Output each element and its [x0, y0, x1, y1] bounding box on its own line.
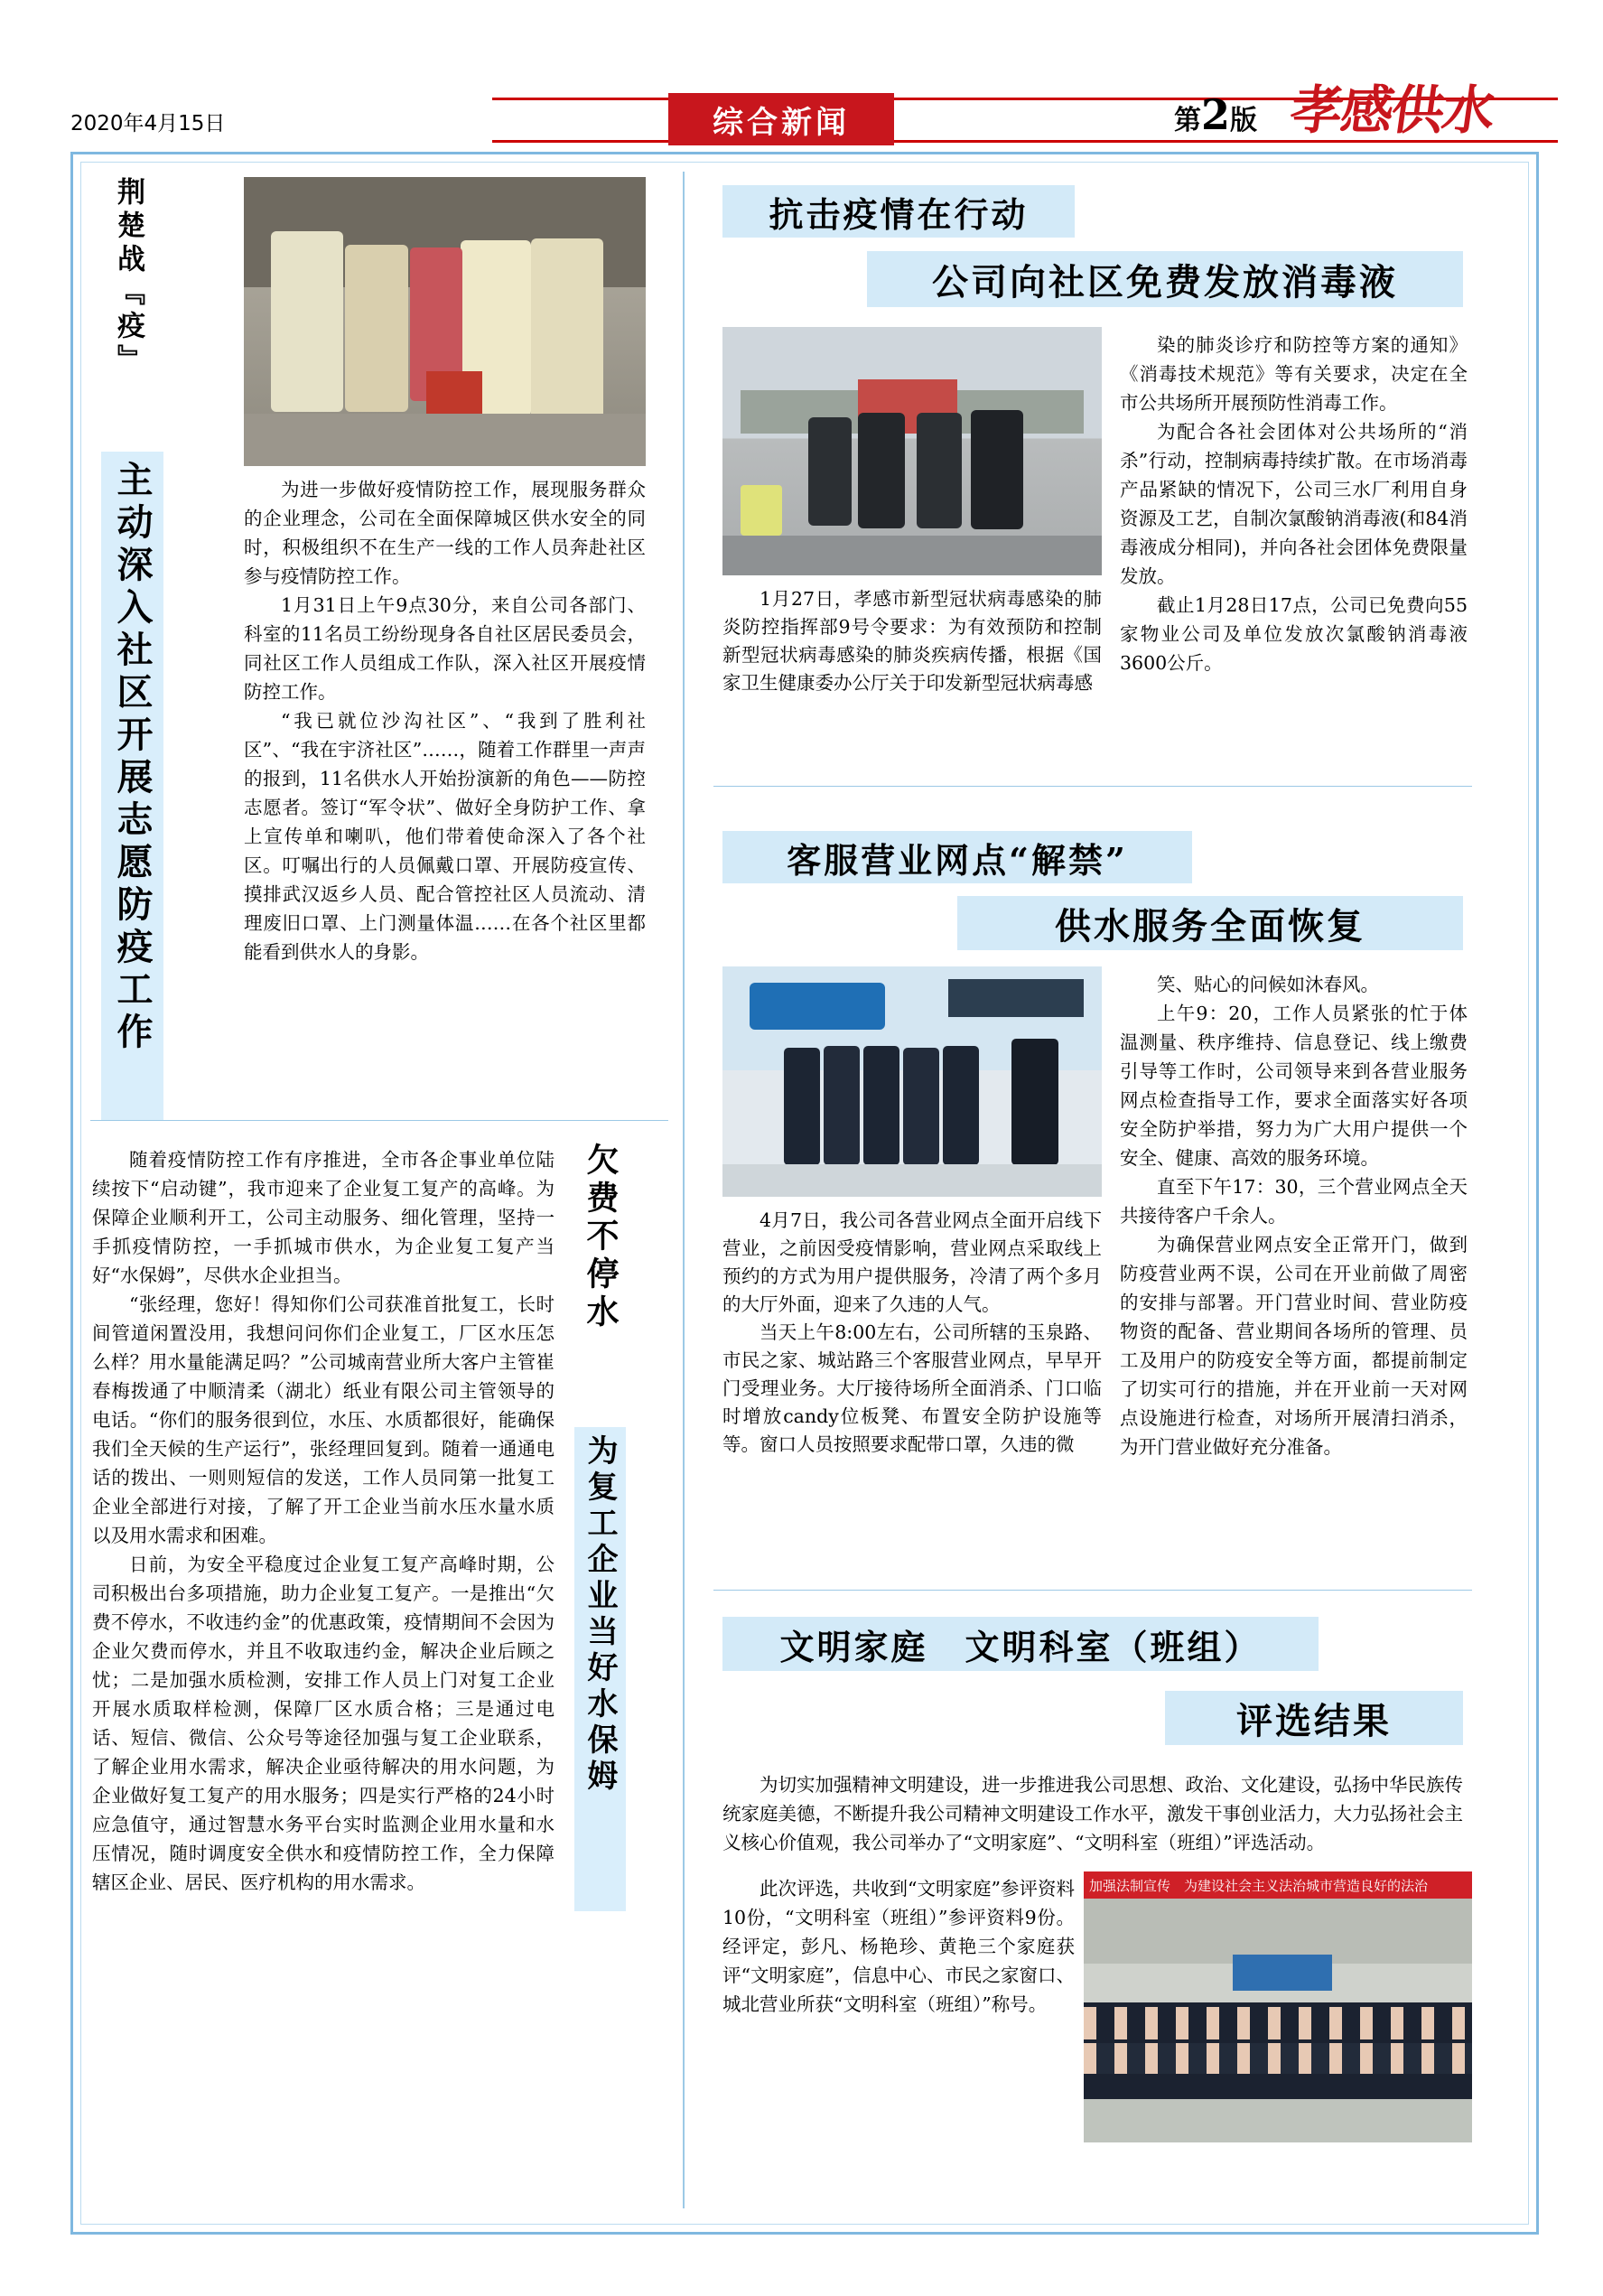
photo-banner-text: 加强法制宣传 为建设社会主义法治城市营造良好的法治 — [1089, 1878, 1429, 1894]
page-label-prefix: 第 — [1174, 105, 1201, 136]
section3-body — [722, 1770, 1463, 1857]
photo-group-portrait — [1084, 1871, 1472, 2142]
left-vertical-headline-2: 为复工企业当好水保姆 — [574, 1427, 626, 1911]
section1-kicker: 抗击疫情在行动 — [722, 185, 1075, 238]
section3-body-p1: 为切实加强精神文明建设，进一步推进我公司思想、政治、文化建设，弘扬中华民族传统家庭美德，不断提升我公司精神文明建设工作水平，激发干事创业活力，大力弘扬社会主义核心价值观，我公司举办了“文明家庭”、“文明科室（班组）”评选活动。 — [722, 1774, 1463, 1853]
section-badge: 综合新闻 — [668, 93, 894, 145]
photo-service-hall — [722, 966, 1102, 1197]
section2-kicker: 客服营业网点“解禁” — [722, 831, 1192, 883]
section2-body-right-p3: 直至下午17：30，三个营业网点全天共接待客户千余人。 — [1120, 1176, 1468, 1227]
photo-disinfectant-distribution — [722, 327, 1102, 575]
section3-kicker: 文明家庭 文明科室（班组） — [722, 1617, 1319, 1671]
left-article-1 — [244, 475, 646, 966]
page-number — [1174, 90, 1257, 139]
section2-body-left: 当天上午8:00左右，公司所辖的玉泉路、市民之家、城站路三个客服营业网点，早早开门受理业务。大厅接待场所全面消杀、门口临时增放candy位板凳、布置安全防护设施等等。窗口人员按照要求配带口罩，久违的微 — [722, 1321, 1102, 1455]
masthead — [0, 0, 1603, 141]
section2-body-right-p1: 笑、贴心的问候如沐春风。 — [1157, 974, 1379, 995]
left-article-1-p2: 1月31日上午9点30分，来自公司各部门、科室的11名员工纷纷现身各自社区居民委员会，同社区工作人员组成工作队，深入社区开展疫情防控工作。 — [244, 594, 646, 703]
left-article-1-p1: 为进一步做好疫情防控工作，展现服务群众的企业理念，公司在全面保障城区供水安全的同时，积极组织不在生产一线的工作人员奔赴社区参与疫情防控工作。 — [244, 479, 646, 587]
page-label-suffix: 版 — [1230, 105, 1258, 136]
photo-community-disinfection — [244, 177, 646, 466]
left-article-2 — [92, 1145, 555, 1897]
section2-title: 供水服务全面恢复 — [957, 896, 1463, 950]
section1-body — [1120, 331, 1468, 677]
section2-caption — [722, 1207, 1102, 1459]
left-vertical-headline: 主动深入社区开展志愿防疫工作 — [101, 452, 163, 1120]
left-article-1-p3: “我已就位沙沟社区”、“我到了胜利社区”、“我在宇济社区”……，随着工作群里一声声的报到，11名供水人开始扮演新的角色——防控志愿者。签订“军令状”、做好全身防护工作、拿上宣传单和喇叭，他们带着使命深入了各个社区。叮嘱出行的人员佩戴口罩、开展防疫宣传、摸排武汉返乡人员、配合管控社区人员流动、清理废旧口罩、上门测量体温……在各个社区里都能看到供水人的身影。 — [244, 710, 646, 963]
section1-body-p2: 为配合各社会团体对公共场所的“消杀”行动，控制病毒持续扩散。在市场消毒产品紧缺的情况下，公司三水厂利用自身资源及工艺，自制次氯酸钠消毒液(和84消毒液成分相同)，并向各社会团体免费限量发放。 — [1120, 421, 1468, 587]
section1-title: 公司向社区免费发放消毒液 — [867, 251, 1463, 307]
left-vertical-kicker-2: 欠费不停水 — [582, 1143, 620, 1332]
left-vertical-kicker: 荆楚战『疫』 — [112, 177, 144, 378]
newspaper-logo: 孝感供水 — [1286, 79, 1498, 141]
section1-caption — [722, 585, 1102, 697]
section1-divider — [713, 786, 1472, 787]
section3-title: 评选结果 — [1165, 1691, 1463, 1745]
section1-body-p1: 染的肺炎诊疗和防控等方案的通知》《消毒技术规范》等有关要求，决定在全市公共场所开展预防性消毒工作。 — [1120, 334, 1468, 414]
section2-body-right-p4: 为确保营业网点安全正常开门，做到防疫营业两不误，公司在开业前做了周密的安排与部署。开门营业时间、营业防疫物资的配备、营业期间各场所的管理、员工及用户的防疫安全等方面，都提前制定了切实可行的措施，并在开业前一天对网点设施进行检查，对场所开展清扫消杀，为开门营业做好充分准备。 — [1120, 1234, 1468, 1458]
page-number-value: 2 — [1201, 90, 1231, 139]
section2-body-right-p2: 上午9：20，工作人员紧张的忙于体温测量、秩序维持、信息登记、线上缴费引导等工作时，公司领导来到各营业服务网点检查指导工作，要求全面落实好各项安全防护举措，努力为广大用户提供一个安全、健康、高效的服务环境。 — [1120, 1003, 1468, 1169]
left-article-2-p3: 日前，为安全平稳度过企业复工复产高峰时期，公司积极出台多项措施，助力企业复工复产。一是推出“欠费不停水，不收违约金”的优惠政策，疫情期间不会因为企业欠费而停水，并且不收取违约金，解决企业后顾之忧；二是加强水质检测，安排工作人员上门对复工企业开展水质取样检测，保障厂区水质合格；三是通过电话、短信、微信、公众号等途径加强与复工企业联系，了解企业用水需求，解决企业亟待解决的用水问题，为企业做好复工复产的用水服务；四是实行严格的24小时应急值守，通过智慧水务平台实时监测企业用水量和水压情况，随时调度安全供水和疫情防控工作，全力保障辖区企业、居民、医疗机构的用水需求。 — [92, 1554, 555, 1893]
section1-caption-text: 1月27日，孝感市新型冠状病毒感染的肺炎防控指挥部9号令要求：为有效预防和控制新型冠状病毒感染的肺炎疾病传播，根据《国家卫生健康委办公厅关于印发新型冠状病毒感 — [722, 588, 1102, 694]
publication-date: 2020年4月15日 — [70, 112, 226, 135]
section2-body-right — [1120, 970, 1468, 1461]
left-article-2-p2: “张经理，您好！得知你们公司获准首批复工，长时间管道闲置没用，我想问问你们企业复工，厂区水压怎么样？用水量能满足吗？”公司城南营业所大客户主管崔春梅拨通了中顺清柔（湖北）纸业有限公司主管领导的电话。“你们的服务很到位，水压、水质都很好，能确保我们全天候的生产运行”，张经理回复到。随着一通通电话的拨出、一则则短信的发送，工作人员同第一批复工企业全部进行对接，了解了开工企业当前水压水量水质以及用水需求和困难。 — [92, 1293, 555, 1546]
section2-caption-text: 4月7日，我公司各营业网点全面开启线下营业，之前因受疫情影响，营业网点采取线上预约的方式为用户提供服务，冷清了两个多月的大厅外面，迎来了久违的人气。 — [722, 1209, 1102, 1315]
left-column-divider — [90, 1120, 668, 1121]
left-article-2-p1: 随着疫情防控工作有序推进，全市各企事业单位陆续按下“启动键”，我市迎来了企业复工复产的高峰。为保障企业顺利开工，公司主动服务、细化管理，坚持一手抓疫情防控，一手抓城市供水，为企业复工复产当好“水保姆”，尽供水企业担当。 — [92, 1149, 555, 1286]
section2-divider — [713, 1590, 1472, 1591]
section3-body-2 — [722, 1874, 1075, 2019]
column-divider-main — [683, 172, 685, 2208]
section1-body-p3: 截止1月28日17点，公司已免费向55家物业公司及单位发放次氯酸钠消毒液3600公斤。 — [1120, 594, 1468, 674]
section3-body-p2: 此次评选，共收到“文明家庭”参评资料10份，“文明科室（班组）”参评资料9份。经评定，彭凡、杨艳珍、黄艳三个家庭获评“文明家庭”，信息中心、市民之家窗口、城北营业所获“文明科室（班组）”称号。 — [722, 1878, 1075, 2015]
